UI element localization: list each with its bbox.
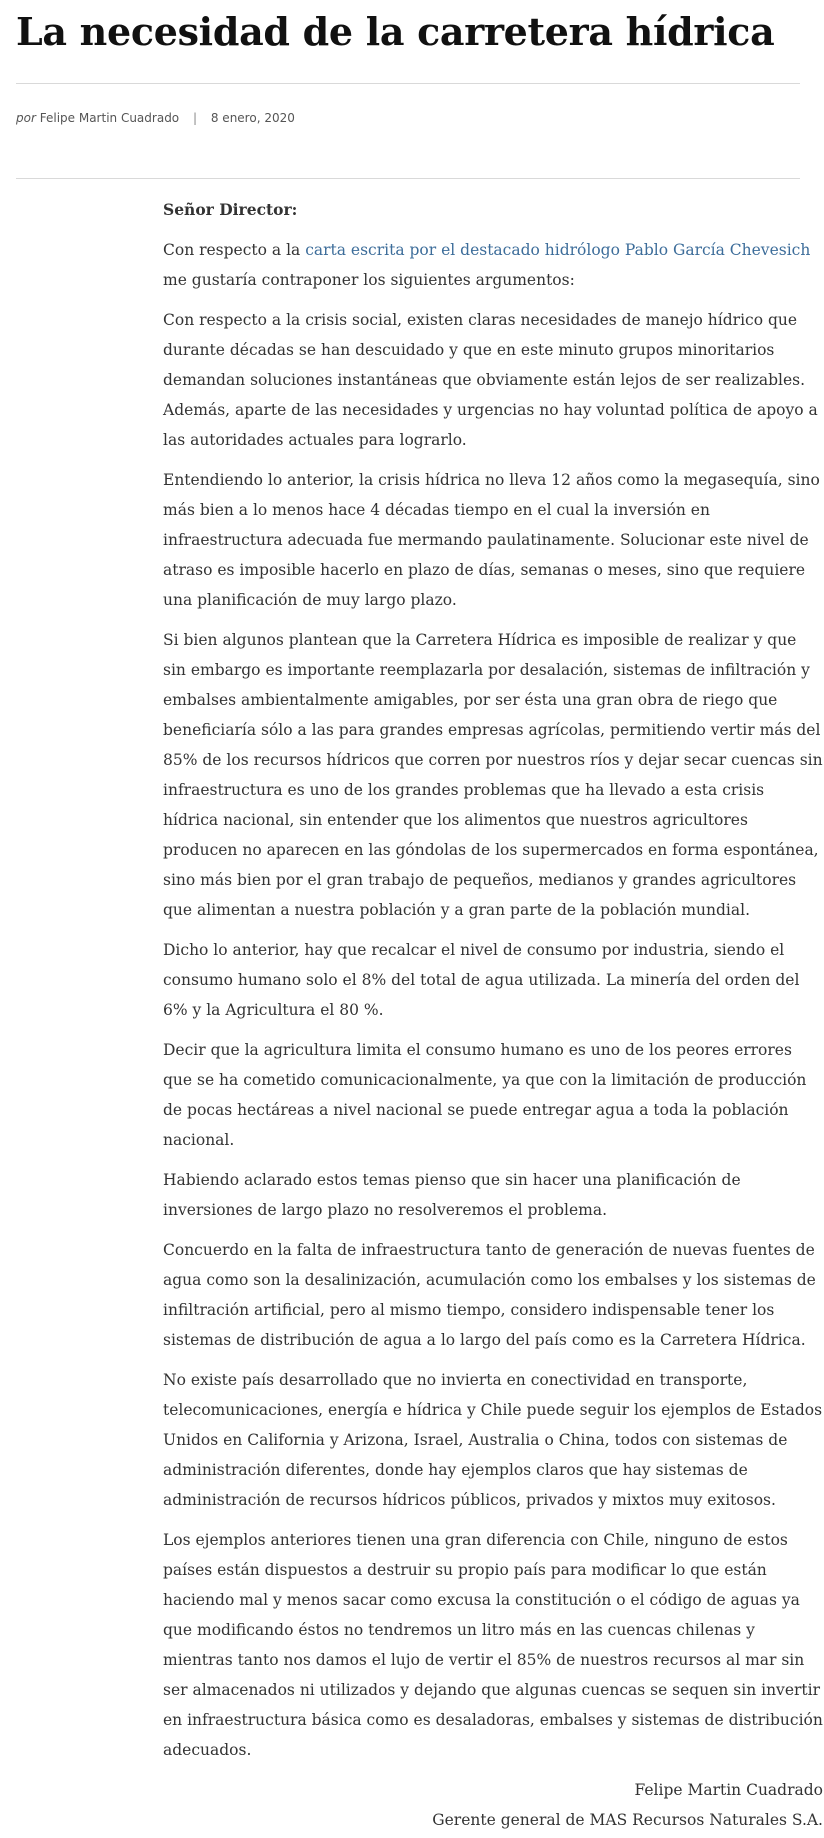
letter-greeting: Señor Director: [163, 200, 298, 219]
article-date: 8 enero, 2020 [210, 111, 295, 125]
body-paragraph: No existe país desarrollado que no invierta en conectividad en transporte, telecomunicaciones, energía e hídrica y Chile puede seguir los ejemplos de Estados Unidos en California y Arizona, Israel, Australia o China, todos con sistemas de administración diferentes, donde hay ejemplos claros que hay sistemas de administración de recursos hídricos públicos, privados y mixtos muy exitosos. [163, 1371, 823, 1509]
letter-signature [163, 1775, 823, 1835]
article-body [163, 195, 823, 1838]
author-link[interactable]: Felipe Martin Cuadrado [39, 111, 180, 125]
signature-role: Gerente general de MAS Recursos Naturales S.A. [432, 1811, 823, 1829]
body-paragraph: Dicho lo anterior, hay que recalcar el nivel de consumo por industria, siendo el consumo humano solo el 8% del total de agua utilizada. La minería del orden del 6% y la Agricultura el 80 %. [163, 941, 800, 1019]
meta-separator: | [192, 111, 198, 125]
intro-text-start: Con respecto a la [163, 241, 306, 259]
byline-prefix: por [16, 111, 36, 125]
intro-text-end: me gustaría contraponer los siguientes argumentos: [163, 271, 575, 289]
body-paragraph: Si bien algunos plantean que la Carretera Hídrica es imposible de realizar y que sin embargo es importante reemplazarla por desalación, sistemas de infiltración y embalses ambientalmente amigables, por ser ésta una gran obra de riego que beneficiaría sólo a las para grandes empresas agrícolas, permitiendo vertir más del 85% de los recursos hídricos que corren por nuestros ríos y dejar secar cuencas sin infraestructura es uno de los grandes problemas que ha llevado a esta crisis hídrica nacional, sin entender que los alimentos que nuestros agricultores producen no aparecen en las góndolas de los supermercados en forma espontánea, sino más bien por el gran trabajo de pequeños, medianos y grandes agricultores que alimentan a nuestra población y a gran parte de la población mundial. [163, 631, 823, 919]
body-paragraph: Entendiendo lo anterior, la crisis hídrica no lleva 12 años como la megasequía, sino más bien a lo menos hace 4 décadas tiempo en el cual la inversión en infraestructura adecuada fue mermando paulatinamente. Solucionar este nivel de atraso es imposible hacerlo en plazo de días, semanas o meses, sino que requiere una planificación de muy largo plazo. [163, 471, 820, 609]
body-paragraph: Con respecto a la crisis social, existen claras necesidades de manejo hídrico que durante décadas se han descuidado y que en este minuto grupos minoritarios demandan soluciones instantáneas que obviamente están lejos de ser realizables. Además, aparte de las necesidades y urgencias no hay voluntad política de apoyo a las autoridades actuales para lograrlo. [163, 311, 818, 449]
meta-divider [16, 178, 800, 179]
article-title: La necesidad de la carretera hídrica [16, 9, 775, 54]
body-paragraph: Los ejemplos anteriores tienen una gran diferencia con Chile, ninguno de estos países están dispuestos a destruir su propio país para modificar lo que están haciendo mal y menos sacar como excusa la constitución o el código de aguas ya que modificando éstos no tendremos un litro más en las cuencas chilenas y mientras tanto nos damos el lujo de vertir el 85% de nuestros recursos al mar sin ser almacenados ni utilizados y dejando que algunas cuencas se sequen sin invertir en infraestructura básica como es desaladoras, embalses y sistemas de distribución adecuados. [163, 1531, 823, 1759]
referenced-letter-link[interactable]: carta escrita por el destacado hidrólogo Pablo García Chevesich [305, 241, 811, 259]
title-divider [16, 83, 800, 84]
article-meta [16, 108, 295, 128]
intro-paragraph [163, 235, 823, 295]
body-paragraph: Concuerdo en la falta de infraestructura tanto de generación de nuevas fuentes de agua como son la desalinización, acumulación como los embalses y los sistemas de infiltración artificial, pero al mismo tiempo, considero indispensable tener los sistemas de distribución de agua a lo largo del país como es la Carretera Hídrica. [163, 1241, 816, 1349]
body-paragraph: Decir que la agricultura limita el consumo humano es uno de los peores errores que se ha cometido comunicacionalmente, ya que con la limitación de producción de pocas hectáreas a nivel nacional se puede entregar agua a toda la población nacional. [163, 1041, 807, 1149]
signature-name: Felipe Martin Cuadrado [634, 1781, 823, 1799]
body-paragraph: Habiendo aclarado estos temas pienso que sin hacer una planificación de inversiones de largo plazo no resolveremos el problema. [163, 1171, 741, 1219]
